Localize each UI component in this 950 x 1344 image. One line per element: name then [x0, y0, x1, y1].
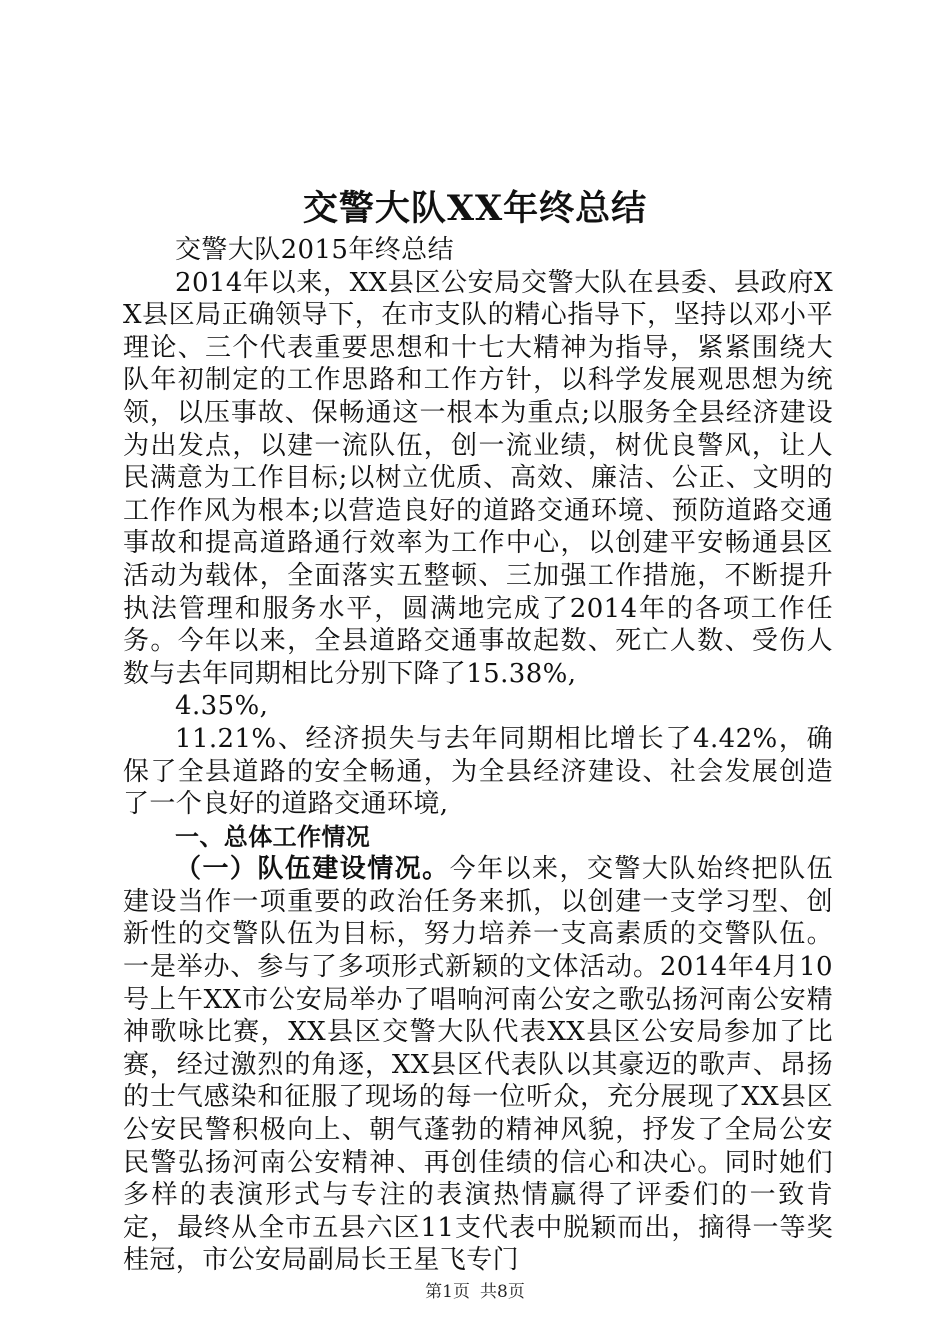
section-heading: 一、总体工作情况 [175, 822, 371, 851]
paragraph-subtitle: 交警大队2015年终总结 [175, 235, 454, 265]
paragraph-stat-1: 4.35%, [175, 691, 269, 722]
page-footer [0, 1280, 950, 1304]
document-body [123, 234, 833, 1277]
page-number: 第1页 [425, 1282, 470, 1302]
page-total: 共8页 [480, 1282, 525, 1302]
paragraph-team-building [123, 853, 833, 1277]
subsection-text: 今年以来，交警大队始终把队伍建设当作一项重要的政治任务来抓，以创建一支学习型、创新性的交警队伍为目标，努力培养一支高素质的交警队伍。一是举办、参与了多项形式新颖的文体活动。2014年4月10号上午XX市公安局举办了唱响河南公安之歌弘扬河南公安精神歌咏比赛，XX县区交警大队代表XX县区公安局参加了比赛，经过激烈的角逐，XX县区代表队以其豪迈的歌声、昂扬的士气感染和征服了现场的每一位听众，充分展现了XX县区公安民警积极向上、朝气蓬勃的精神风貌，抒发了全局公安民警弘扬河南公安精神、再创佳绩的信心和决心。同时她们多样的表演形式与专注的表演热情赢得了评委们的一致肯定，最终从全市五县六区11支代表中脱颖而出，摘得一等奖桂冠，市公安局副局长王星飞专门 [123, 854, 833, 1276]
document-title: 交警大队XX年终总结 [302, 188, 648, 229]
paragraph-intro: 2014年以来，XX县区公安局交警大队在县委、县政府XX县区局正确领导下，在市支队的精心指导下，坚持以邓小平理论、三个代表重要思想和十七大精神为指导，紧紧围绕大队年初制定的工作思路和工作方针，以科学发展观思想为统领，以压事故、保畅通这一根本为重点;以服务全县经济建设为出发点，以建一流队伍，创一流业绩，树优良警风，让人民满意为工作目标;以树立优质、高效、廉洁、公正、文明的工作作风为根本;以营造良好的道路交通环境、预防道路交通事故和提高道路通行效率为工作中心，以创建平安畅通县区活动为载体，全面落实五整顿、三加强工作措施，不断提升执法管理和服务水平，圆满地完成了2014年的各项工作任务。今年以来，全县道路交通事故起数、死亡人数、受伤人数与去年同期相比分别下降了15.38%, [123, 267, 833, 689]
subsection-heading: （一）队伍建设情况。 [175, 854, 450, 885]
paragraph-stat-2: 11.21%、经济损失与去年同期相比增长了4.42%，确保了全县道路的安全畅通，为全县经济建设、社会发展创造了一个良好的道路交通环境, [123, 723, 833, 820]
